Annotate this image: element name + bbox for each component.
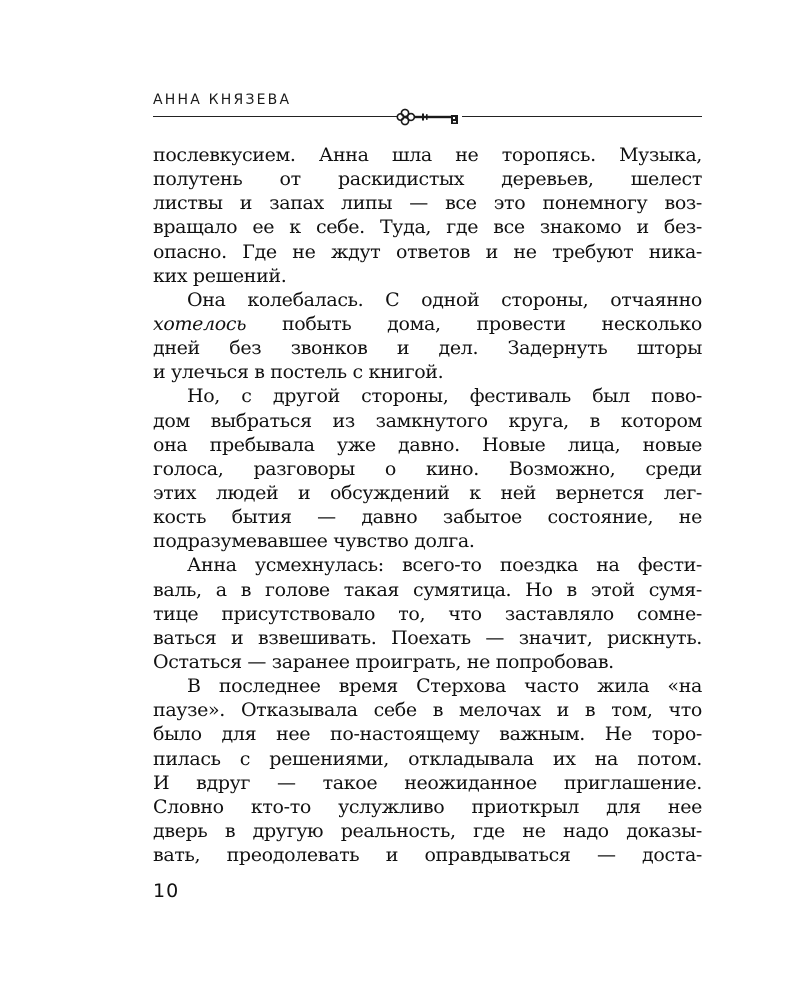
text-line: Остаться — заранее проиграть, не попробовав. [153,650,614,673]
text-line: Анна усмехнулась: всего-то поездка на фести- [187,554,702,577]
text-line: листвы и запах липы — все это понемногу воз- [153,192,702,215]
text-line: ких решений. [153,264,287,287]
text-line-rest: побыть дома, провести несколько [281,312,702,335]
text-line: В последнее время Стерхова часто жила «на [187,675,702,698]
text-line: пилась с решениями, откладывала их на потом. [153,747,702,770]
text-line: послевкусием. Анна шла не торопясь. Музыка, [153,144,702,166]
text-line: дом выбраться из замкнутого круга, в котором [153,409,702,432]
text-line: И вдруг — такое неожиданное приглашение. [153,771,702,794]
text-line: вать, преодолевать и оправдываться — доста- [153,844,702,867]
key-icon [396,105,464,129]
text-line: валь, а в голове такая сумятица. Но в этой сумя- [153,578,702,601]
body-text [153,143,702,867]
text-line: Словно кто-то услужливо приоткрыл для нее [153,795,702,818]
text-line: вращало ее к себе. Туда, где все знакомо и без- [153,216,702,239]
page-number: 10 [153,880,180,902]
text-line: дней без звонков и дел. Задернуть шторы [153,337,702,360]
italic-word: хотелось [153,312,247,335]
text-line: и улечься в постель с книгой. [153,361,444,384]
text-line: тице присутствовало то, что заставляло сомне- [153,602,702,625]
text-line: голоса, разговоры о кино. Возможно, среди [153,457,702,480]
text-line: дверь в другую реальность, где не надо доказы- [153,819,702,842]
text-line: полутень от раскидистых деревьев, шелест [153,168,702,191]
text-line: опасно. Где не ждут ответов и не требуют ника- [153,240,702,263]
text-line: кость бытия — давно забытое состояние, не [153,506,702,529]
header-rule-left [153,116,398,117]
text-line: подразумевавшее чувство долга. [153,530,475,553]
text-line: ваться и взвешивать. Поехать — значит, рискнуть. [153,626,702,649]
text-line: она пребывала уже давно. Новые лица, новые [153,433,702,456]
text-line: этих людей и обсуждений к ней вернется лег- [153,481,702,504]
text-line: Но, с другой стороны, фестиваль был пово- [187,385,702,408]
text-line: Она колебалась. С одной стороны, отчаянно [187,288,702,311]
text-line: паузе». Отказывала себе в мелочах и в том, что [153,699,702,722]
text-line-mixed [153,312,702,336]
header-rule-right [462,116,702,117]
running-header-author: АННА КНЯЗЕВА [153,92,292,108]
text-line: было для нее по-настоящему важным. Не торо- [153,723,702,746]
